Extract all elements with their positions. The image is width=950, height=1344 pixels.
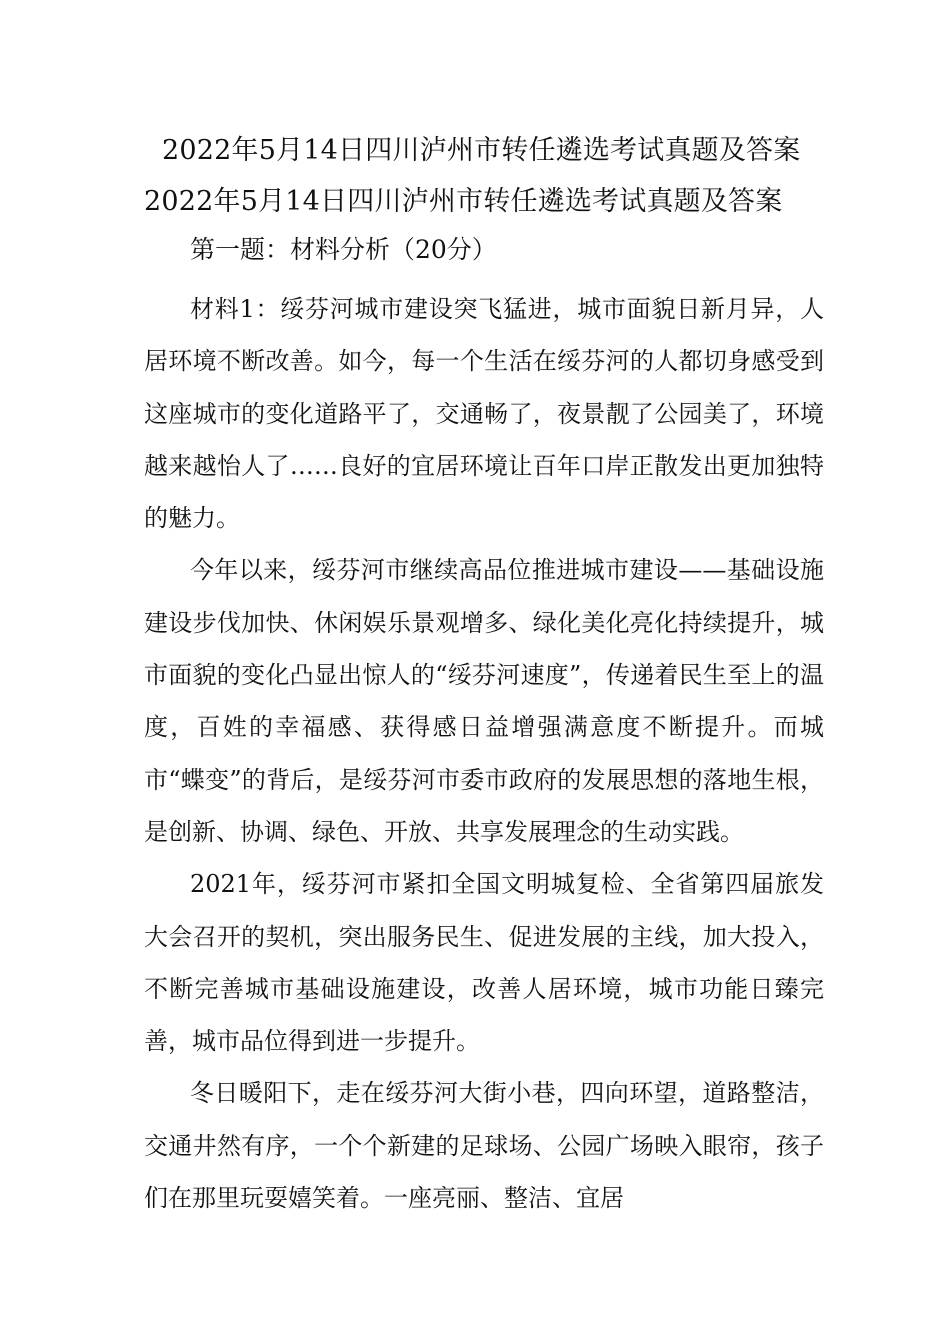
document-title-repeat-2: 2022年5月14日四川泸州市转任遴选考试真题及答案 bbox=[144, 186, 783, 217]
paragraph-2021: 2021年，绥芬河市紧扣全国文明城复检、全省第四届旅发大会召开的契机，突出服务民生、促进发展的主线，加大投入，不断完善城市基础设施建设，改善人居环境，城市功能日臻完善，城市品位得到进一步提升。 bbox=[144, 870, 824, 1056]
paragraph-this-year: 今年以来，绥芬河市继续高品位推进城市建设——基础设施建设步伐加快、休闲娱乐景观增多、绿化美化亮化持续提升，城市面貌的变化凸显出惊人的“绥芬河速度”，传递着民生至上的温度，百姓的幸福感、获得感日益增强满意度不断提升。而城市“蝶变”的背后，是绥芬河市委市政府的发展思想的落地生根，是创新、协调、绿色、开放、共享发展理念的生动实践。 bbox=[144, 556, 824, 846]
paragraph-material-1: 材料1：绥芬河城市建设突飞猛进，城市面貌日新月异，人居环境不断改善。如今，每一个生活在绥芬河的人都切身感受到这座城市的变化道路平了，交通畅了，夜景靓了公园美了，环境越来越怡人了……良好的宜居环境让百年口岸正散发出更加独特的魅力。 bbox=[144, 295, 824, 533]
document-body bbox=[144, 283, 824, 1224]
document-title-repeat-1: 2022年5月14日四川泸州市转任遴选考试真题及答案 bbox=[162, 135, 801, 166]
paragraph-winter: 冬日暖阳下，走在绥芬河大街小巷，四向环望，道路整洁，交通井然有序，一个个新建的足球场、公园广场映入眼帘，孩子们在那里玩耍嬉笑着。一座亮丽、整洁、宜居 bbox=[144, 1079, 824, 1213]
section-heading: 第一题：材料分析（20分） bbox=[190, 235, 497, 264]
